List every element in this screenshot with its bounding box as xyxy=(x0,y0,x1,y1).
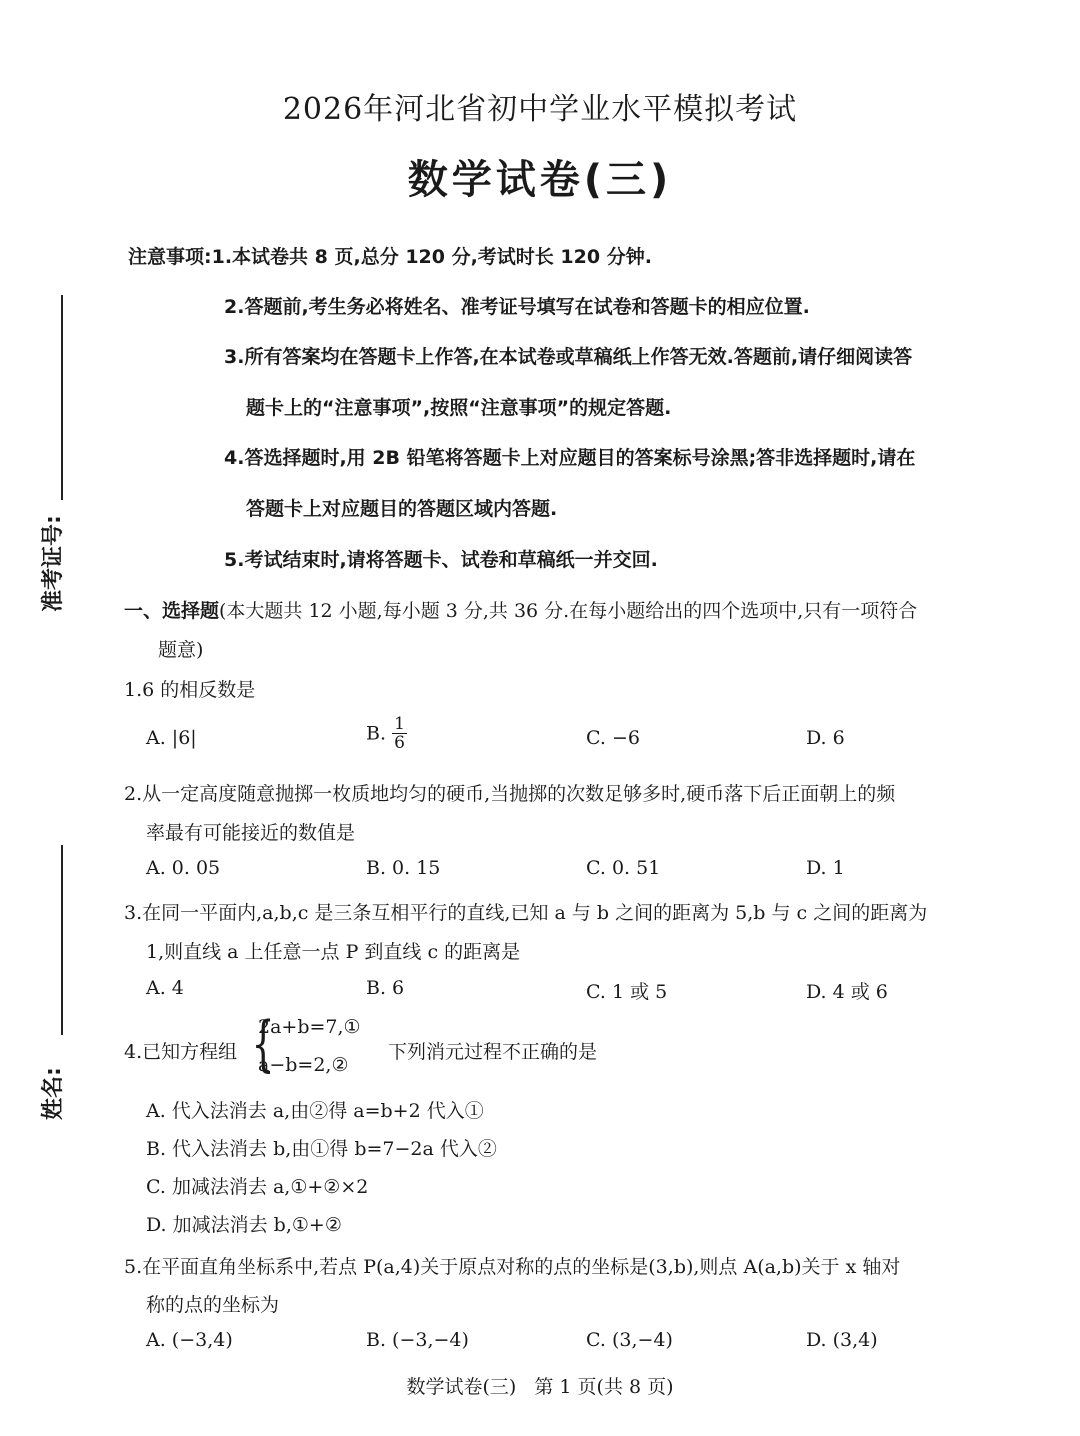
note-2: 2.答题前,考生务必将姓名、准考证号填写在试卷和答题卡的相应位置. xyxy=(224,296,810,318)
q5-stem-b: 称的点的坐标为 xyxy=(146,1294,280,1316)
brace-icon: { xyxy=(251,1009,275,1079)
q5-option-b: B. (−3,−4) xyxy=(366,1329,469,1351)
section-heading xyxy=(124,596,917,623)
q3-stem-a: 3.在同一平面内,a,b,c 是三条互相平行的直线,已知 a 与 b 之间的距离为 5,b 与 c 之间的距离为 xyxy=(124,902,928,924)
page-footer: 数学试卷(三) 第 1 页(共 8 页) xyxy=(406,1376,674,1398)
name-label: 姓名: xyxy=(41,1067,66,1120)
q5-stem-a: 5.在平面直角坐标系中,若点 P(a,4)关于原点对称的点的坐标是(3,b),则点 A(a,b)关于 x 轴对 xyxy=(124,1256,901,1278)
q4-option-c: C. 加减法消去 a,①+②×2 xyxy=(146,1176,369,1198)
q1-option-b xyxy=(366,715,407,752)
q1-option-a: A. |6| xyxy=(146,727,197,749)
q1-option-b-prefix: B. xyxy=(366,722,387,745)
q5-option-a: A. (−3,4) xyxy=(146,1329,233,1351)
note-5: 5.考试结束时,请将答题卡、试卷和草稿纸一并交回. xyxy=(224,549,658,571)
q4-option-a: A. 代入法消去 a,由②得 a=b+2 代入① xyxy=(146,1100,484,1122)
q4-prefix: 4.已知方程组 xyxy=(124,1041,238,1063)
note-3a: 3.所有答案均在答题卡上作答,在本试卷或草稿纸上作答无效.答题前,请仔细阅读答 xyxy=(224,346,913,368)
q4-option-b: B. 代入法消去 b,由①得 b=7−2a 代入② xyxy=(146,1138,497,1160)
q2-option-d: D. 1 xyxy=(806,857,845,879)
section-title: 一、选择题 xyxy=(124,600,220,622)
q4-suffix: 下列消元过程不正确的是 xyxy=(388,1041,598,1063)
equation-system xyxy=(258,1016,361,1076)
q2-option-b: B. 0. 15 xyxy=(366,857,441,879)
q3-option-a: A. 4 xyxy=(146,977,184,999)
section-desc-2: 题意) xyxy=(158,639,204,661)
q5-option-d: D. (3,4) xyxy=(806,1329,878,1351)
fraction-numerator: 1 xyxy=(394,714,405,734)
q1-stem: 1.6 的相反数是 xyxy=(124,679,256,701)
fraction xyxy=(392,715,407,752)
q2-stem-b: 率最有可能接近的数值是 xyxy=(146,822,356,844)
q3-option-b: B. 6 xyxy=(366,977,405,999)
equation-2: a−b=2,② xyxy=(258,1054,349,1076)
section-desc: (本大题共 12 小题,每小题 3 分,共 36 分.在每小题给出的四个选项中,只有一项符合 xyxy=(219,600,918,622)
fraction-denominator: 6 xyxy=(394,733,405,753)
q2-stem-a: 2.从一定高度随意抛掷一枚质地均匀的硬币,当抛掷的次数足够多时,硬币落下后正面朝上的频 xyxy=(124,783,896,805)
q4-option-d: D. 加减法消去 b,①+② xyxy=(146,1214,342,1236)
q2-option-c: C. 0. 51 xyxy=(586,857,661,879)
q3-option-c: C. 1 或 5 xyxy=(586,981,668,1003)
name-line xyxy=(61,845,63,1035)
note-4a: 4.答选择题时,用 2B 铅笔将答题卡上对应题目的答案标号涂黑;答非选择题时,请在 xyxy=(224,447,916,469)
q3-stem-b: 1,则直线 a 上任意一点 P 到直线 c 的距离是 xyxy=(146,941,521,963)
paper-title: 数学试卷(三) xyxy=(407,157,673,203)
q5-option-c: C. (3,−4) xyxy=(586,1329,673,1351)
equation-1: 2a+b=7,① xyxy=(258,1016,361,1038)
q1-option-c: C. −6 xyxy=(586,727,640,749)
note-4b: 答题卡上对应题目的答题区域内答题. xyxy=(246,498,558,520)
q2-option-a: A. 0. 05 xyxy=(146,857,221,879)
exam-id-line xyxy=(61,295,63,500)
exam-id-label: 准考证号: xyxy=(41,515,66,612)
note-3b: 题卡上的“注意事项”,按照“注意事项”的规定答题. xyxy=(246,397,672,419)
note-1: 注意事项:1.本试卷共 8 页,总分 120 分,考试时长 120 分钟. xyxy=(128,246,652,268)
q1-option-d: D. 6 xyxy=(806,727,845,749)
q3-option-d: D. 4 或 6 xyxy=(806,981,888,1003)
exam-title: 2026年河北省初中学业水平模拟考试 xyxy=(282,92,798,127)
